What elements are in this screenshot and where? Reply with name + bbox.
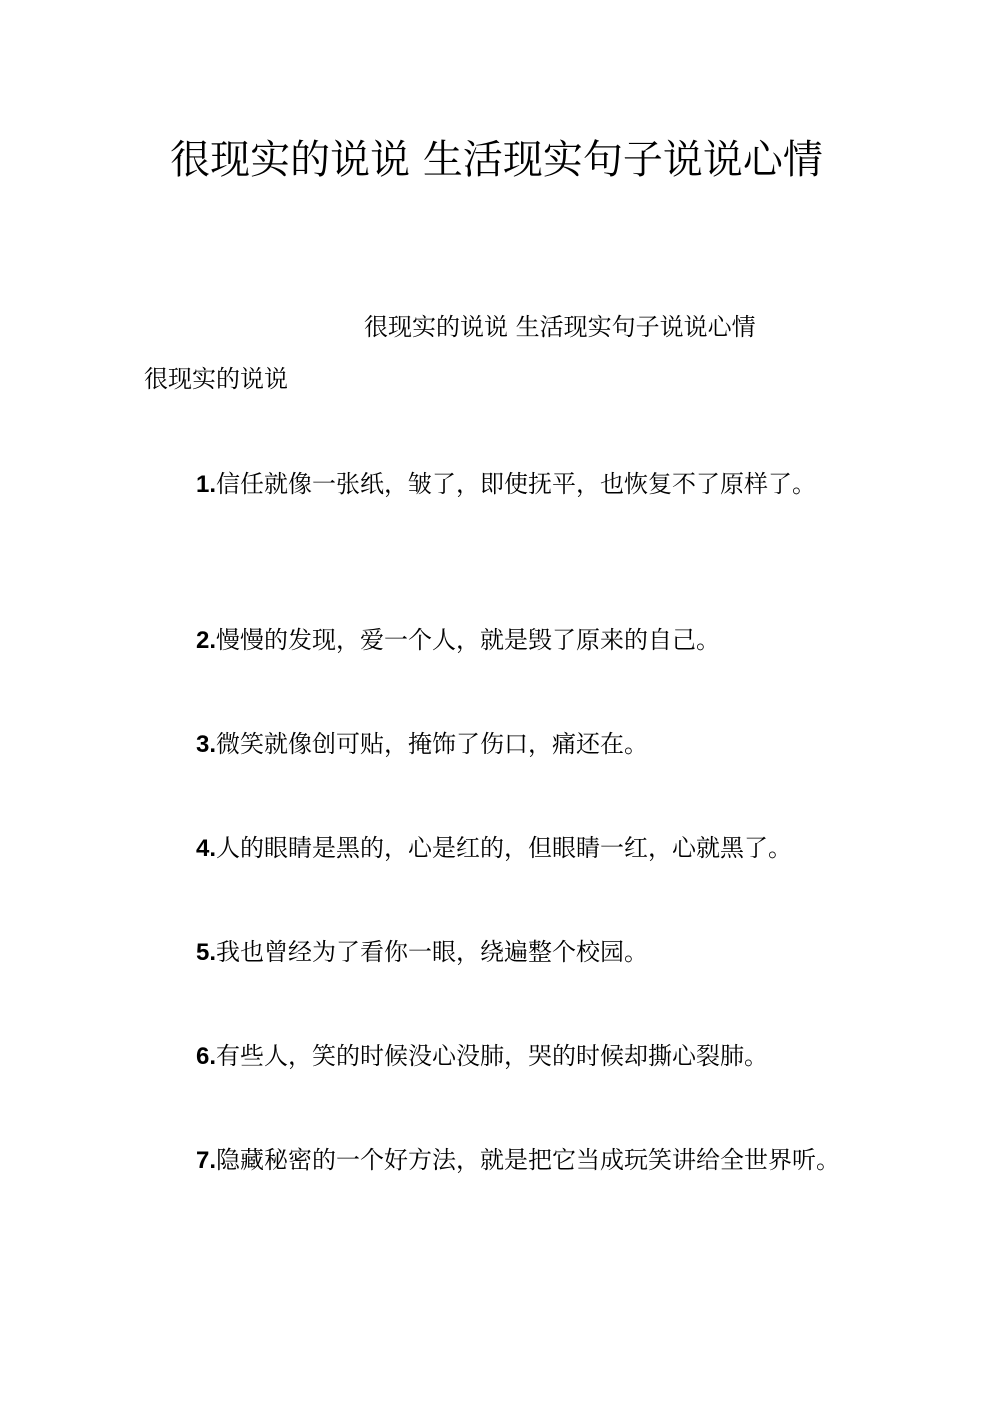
item-text: 人的眼睛是黑的，心是红的，但眼睛一红，心就黑了。 xyxy=(216,834,793,862)
list-item xyxy=(120,614,880,667)
item-number: 6. xyxy=(196,1043,217,1070)
list-item xyxy=(120,926,880,979)
item-number: 2. xyxy=(196,627,217,654)
item-number: 3. xyxy=(196,731,217,758)
item-text: 我也曾经为了看你一眼，绕遍整个校园。 xyxy=(216,938,649,966)
list-item xyxy=(120,822,880,875)
item-number: 1. xyxy=(196,471,217,498)
item-number: 5. xyxy=(196,939,217,966)
section-heading: 很现实的说说 xyxy=(144,365,288,393)
item-text: 隐藏秘密的一个好方法，就是把它当成玩笑讲给全世界听。 xyxy=(216,1146,841,1174)
list-item xyxy=(120,1030,880,1083)
item-number: 7. xyxy=(196,1147,217,1174)
item-text: 有些人，笑的时候没心没肺，哭的时候却撕心裂肺。 xyxy=(216,1042,769,1070)
item-text: 慢慢的发现，爱一个人，就是毁了原来的自己。 xyxy=(216,626,721,654)
list-item xyxy=(120,718,880,771)
item-text: 信任就像一张纸，皱了，即使抚平，也恢复不了原样了。 xyxy=(216,470,817,498)
item-number: 4. xyxy=(196,835,217,862)
item-text: 微笑就像创可贴，掩饰了伤口，痛还在。 xyxy=(216,730,649,758)
list-item xyxy=(120,458,880,511)
list-item xyxy=(120,1134,880,1187)
document-subtitle: 很现实的说说 生活现实句子说说心情 xyxy=(364,313,756,341)
page-title: 很现实的说说 生活现实句子说说心情 xyxy=(170,137,823,183)
